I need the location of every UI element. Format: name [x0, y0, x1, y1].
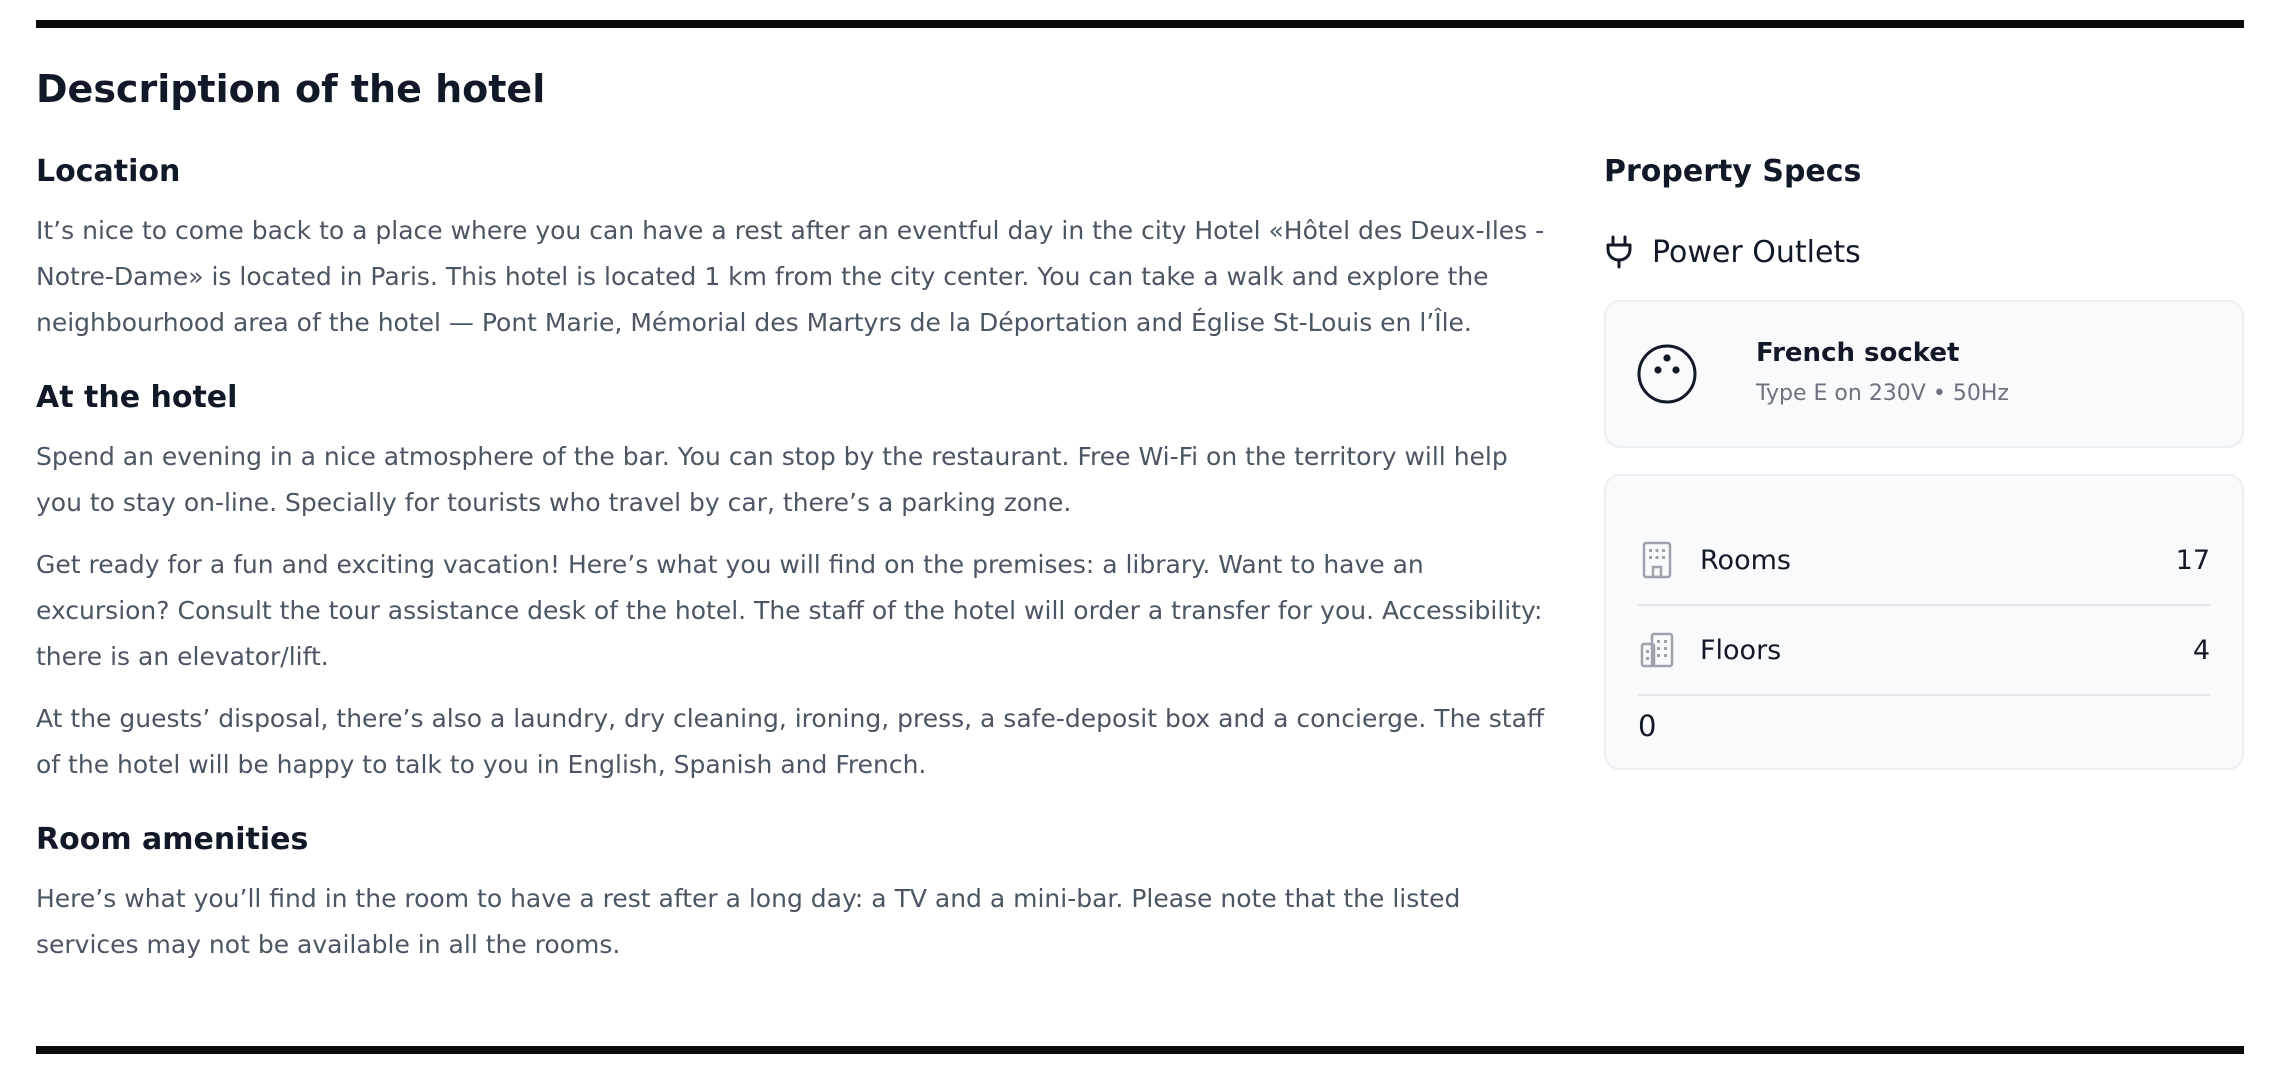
section-paragraph: At the guests’ disposal, there’s also a laundry, dry cleaning, ironing, press, a safe-deposit box and a concierge. The staff of the hotel will be happy to talk to you in English, Spanish and French. [36, 704, 1545, 779]
spec-value: 17 [2175, 544, 2210, 576]
power-outlets-header [1604, 228, 2244, 276]
socket-type-e-icon [1636, 343, 1698, 405]
section-heading: At the hotel [36, 380, 238, 415]
spec-label: Floors [1700, 634, 1782, 666]
section-heading: Room amenities [36, 822, 309, 857]
spec-label: Rooms [1700, 544, 1791, 576]
specs-card [1604, 474, 2244, 770]
property-specs-title: Property Specs [1604, 154, 1862, 189]
spec-row-rooms [1638, 516, 2210, 606]
spec-value: 4 [2192, 634, 2210, 666]
section-paragraph: Spend an evening in a nice atmosphere of the bar. You can stop by the restaurant. Free Wi-Fi on the territory will help you to stay on-line. Specially for tourists who travel by car, there’s a parking zone. [36, 442, 1508, 517]
hotel-description-block [36, 60, 2244, 1040]
description-column [36, 146, 1556, 994]
section-paragraph: Get ready for a fun and exciting vacation! Here’s what you will find on the premises: a library. Want to have an excursion? Consult the tour assistance desk of the hotel. The staff of the hotel will order a transfer for you. Accessibility: there is an elevator/lift. [36, 550, 1543, 671]
power-outlets-title: Power Outlets [1652, 234, 1861, 270]
top-divider [36, 20, 2244, 28]
section-heading: Location [36, 154, 181, 189]
section-paragraph: It’s nice to come back to a place where you can have a rest after an eventful day in the city Hotel «Hôtel des Deux-Iles - Notre-Dame» is located in Paris. This hotel is located 1 km from the city center. You can take a walk and explore the neighbourhood area of the hotel — Pont Marie, Mémorial des Martyrs de la Déportation and Église St-Louis en l’Île. [36, 216, 1545, 337]
page-title: Description of the hotel [36, 67, 546, 111]
property-specs-panel [1604, 146, 2244, 770]
plug-icon [1604, 235, 1634, 269]
section-room-amenities [36, 814, 1556, 968]
section-at-the-hotel [36, 372, 1556, 788]
building-icon [1638, 540, 1676, 580]
section-location [36, 146, 1556, 346]
socket-info [1756, 333, 2009, 415]
socket-detail: Type E on 230V • 50Hz [1756, 381, 2009, 406]
spec-row-floors [1638, 606, 2210, 696]
socket-card [1604, 300, 2244, 448]
socket-name: French socket [1756, 338, 1960, 368]
bottom-divider [36, 1046, 2244, 1054]
floors-icon [1638, 630, 1676, 670]
section-paragraph: Here’s what you’ll find in the room to have a rest after a long day: a TV and a mini-bar. Please note that the listed services may not be available in all the rooms. [36, 884, 1461, 959]
spec-extra-value: 0 [1638, 709, 1657, 743]
